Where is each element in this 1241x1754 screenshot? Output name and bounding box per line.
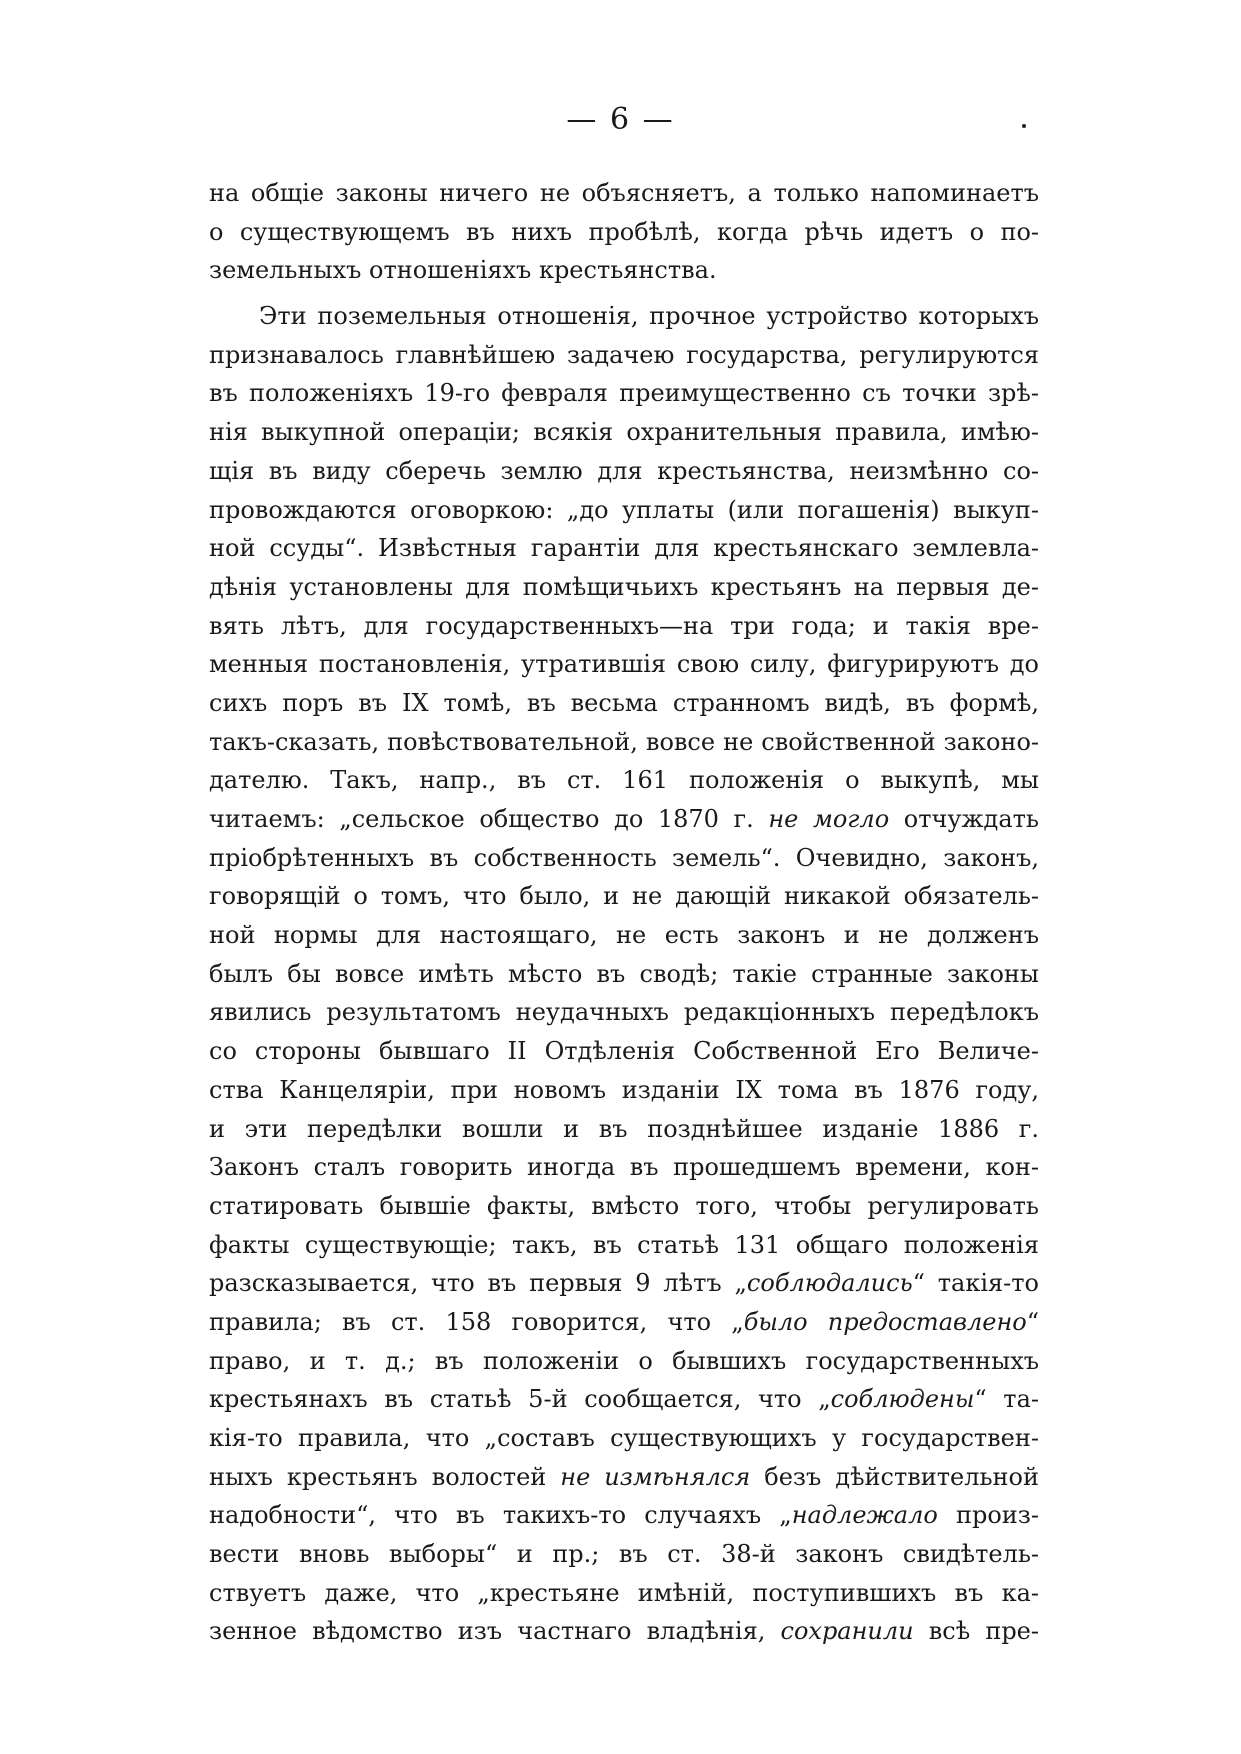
page-number: — 6 —: [566, 102, 675, 137]
body-text: [209, 174, 1039, 1651]
text-line: [209, 1380, 1039, 1419]
text-run: произ-: [937, 1501, 1039, 1530]
text-line: право, и т. д.; въ положеніи о бывшихъ государственныхъ: [209, 1346, 1039, 1375]
italic-emphasis: соблюдались: [746, 1269, 913, 1298]
text-line: земельныхъ отношеніяхъ крестьянства.: [209, 256, 717, 285]
text-line: ства Канцеляріи, при новомъ изданіи IX тома въ 1876 году,: [209, 1075, 1039, 1104]
italic-emphasis: не могло: [768, 805, 890, 833]
text-line: со стороны бывшаго II Отдѣленія Собственной Его Величе-: [209, 1037, 1039, 1066]
text-run: “ такія-то: [912, 1269, 1039, 1298]
text-run: безъ дѣйствительной: [750, 1462, 1039, 1491]
text-line: признавалось главнѣйшею задачею государства, регулируются: [209, 340, 1039, 369]
text-line: о существующемъ въ нихъ пробѣлѣ, когда рѣчь идетъ о по-: [209, 217, 1039, 246]
text-run: ныхъ крестьянъ волостей: [209, 1462, 561, 1491]
text-line: [209, 1303, 1039, 1342]
text-line: ной ссуды“. Извѣстныя гарантіи для крестьянскаго землевла-: [209, 534, 1039, 563]
text-run: “ та-: [974, 1385, 1039, 1414]
text-run: надобности“, что въ такихъ-то случаяхъ „: [209, 1501, 792, 1530]
text-run: отчуждать: [889, 805, 1039, 833]
text-line: вять лѣтъ, для государственныхъ—на три года; и такія вре-: [209, 611, 1039, 640]
text-line: такъ-сказать, повѣствовательной, вовсе не свойственной законо-: [209, 727, 1039, 756]
text-line: менныя постановленія, утратившія свою силу, фигурируютъ до: [209, 650, 1039, 679]
text-run: правила; въ ст. 158 говорится, что „: [209, 1307, 744, 1336]
text-run: всѣ пре-: [913, 1617, 1039, 1646]
italic-emphasis: не измѣнялся: [560, 1462, 751, 1491]
text-line: провождаются оговоркою: „до уплаты (или погашенія) выкуп-: [209, 495, 1039, 524]
text-run: зенное вѣдомство изъ частнаго владѣнія,: [209, 1617, 781, 1646]
text-line: статировать бывшіе факты, вмѣсто того, чтобы регулировать: [209, 1191, 1039, 1220]
text-line: былъ бы вовсе имѣть мѣсто въ сводѣ; такіе странные законы: [209, 959, 1039, 988]
text-line: пріобрѣтенныхъ въ собственность земель“. Очевидно, законъ,: [209, 843, 1039, 872]
text-line: Законъ сталъ говорить иногда въ прошедшемъ времени, кон-: [209, 1153, 1039, 1182]
text-line: щія въ виду сберечь землю для крестьянства, неизмѣнно со-: [209, 456, 1039, 485]
text-line: [209, 800, 1039, 839]
text-line: [209, 1264, 1039, 1303]
text-line: [209, 1458, 1039, 1497]
text-line: явились результатомъ неудачныхъ редакціонныхъ передѣлокъ: [209, 998, 1039, 1027]
text-line: кія-то правила, что „составъ существующихъ у государствен-: [209, 1424, 1039, 1452]
text-line: нія выкупной операціи; всякія охранительныя правила, имѣю-: [209, 418, 1039, 447]
text-line: [209, 1496, 1039, 1535]
italic-emphasis: соблюдены: [830, 1385, 975, 1414]
italic-emphasis: было предоставлено: [743, 1307, 1027, 1336]
text-line: Эти поземельныя отношенія, прочное устройство которыхъ: [259, 302, 1039, 331]
text-run: разсказывается, что въ первыя 9 лѣтъ „: [209, 1269, 747, 1298]
text-line: ной нормы для настоящаго, не есть законъ и не долженъ: [209, 921, 1039, 950]
text-run: крестьянахъ въ статьѣ 5-й сообщается, что „: [209, 1385, 831, 1414]
italic-emphasis: надлежало: [791, 1501, 938, 1530]
text-run: “: [1026, 1307, 1039, 1336]
text-line: дѣнія установлены для помѣщичьихъ крестьянъ на первыя де-: [209, 572, 1039, 601]
text-line: говорящій о томъ, что было, и не дающій никакой обязатель-: [209, 882, 1039, 911]
text-line: [209, 1612, 1039, 1651]
text-line: вести вновь выборы“ и пр.; въ ст. 38-й законъ свидѣтель-: [209, 1540, 1039, 1569]
text-line: сихъ поръ въ IX томѣ, въ весьма странномъ видѣ, въ формѣ,: [209, 688, 1039, 717]
text-line: ствуетъ даже, что „крестьяне имѣній, поступившихъ въ ка-: [209, 1578, 1039, 1607]
text-line: въ положеніяхъ 19-го февраля преимущественно съ точки зрѣ-: [209, 379, 1039, 408]
italic-emphasis: сохранили: [780, 1617, 914, 1646]
scan-speck: [1022, 124, 1026, 128]
text-run: читаемъ: „сельское общество до 1870 г.: [209, 805, 769, 833]
text-line: факты существующіе; такъ, въ статьѣ 131 общаго положенія: [209, 1230, 1039, 1259]
text-line: на общіе законы ничего не объясняетъ, а только напоминаетъ: [209, 179, 1039, 207]
text-line: и эти передѣлки вошли и въ позднѣйшее изданіе 1886 г.: [209, 1114, 1039, 1143]
text-line: дателю. Такъ, напр., въ ст. 161 положенія о выкупѣ, мы: [209, 766, 1039, 795]
